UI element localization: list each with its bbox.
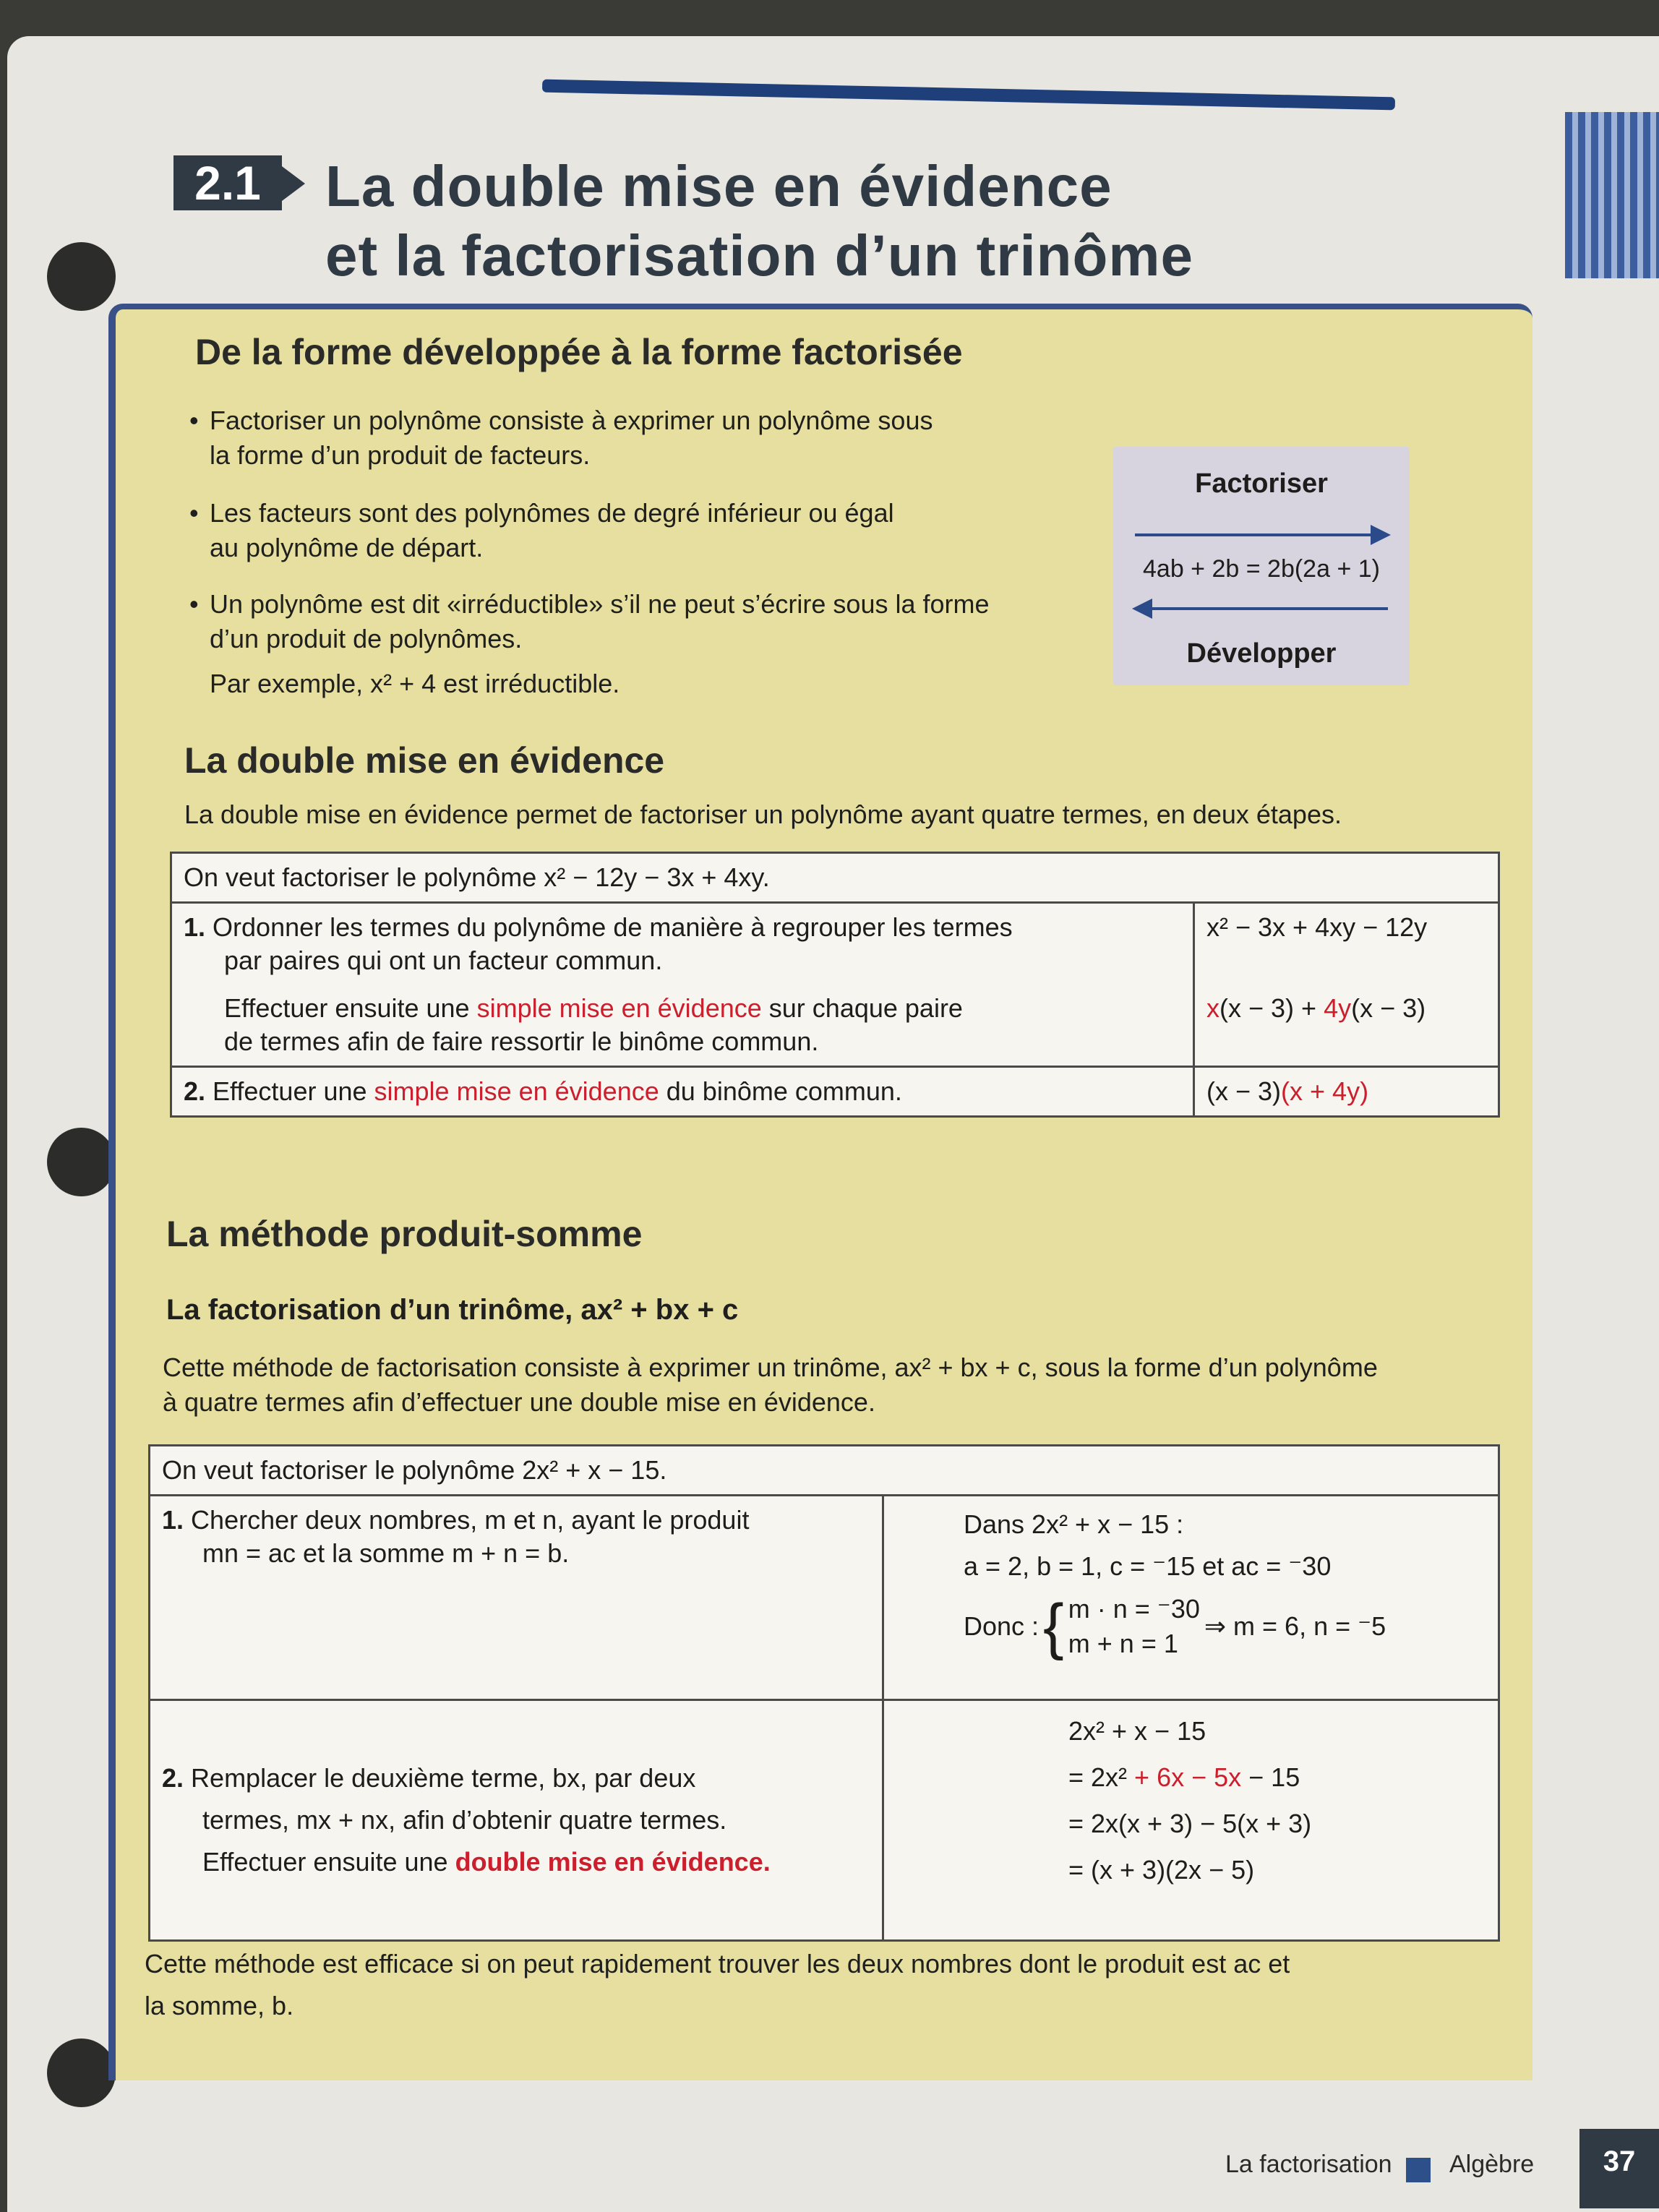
section2-intro: La double mise en évidence permet de factoriser un polynôme ayant quatre termes, en deux étapes. bbox=[184, 800, 1342, 829]
step-2-cell bbox=[171, 1067, 1194, 1117]
title-line-2: et la factorisation d’un trinôme bbox=[325, 223, 1194, 288]
binder-hole bbox=[47, 242, 116, 311]
step-number: 2. bbox=[184, 1076, 206, 1106]
brace-icon: { bbox=[1043, 1592, 1064, 1661]
step-text: Effectuer ensuite une bbox=[224, 993, 477, 1023]
section3-intro bbox=[163, 1350, 1522, 1420]
equation-line: = 2x(x + 3) − 5(x + 3) bbox=[1068, 1809, 1312, 1838]
step-text: Ordonner les termes du polynôme de manière à regrouper les termes bbox=[213, 912, 1013, 942]
chapter-number: 2.1 bbox=[173, 155, 282, 210]
step-text: du binôme commun. bbox=[659, 1076, 902, 1106]
equation-line bbox=[1068, 1754, 1486, 1801]
system-line: m + n = 1 bbox=[1068, 1629, 1178, 1658]
step-number: 1. bbox=[162, 1505, 184, 1535]
note-line: la somme, b. bbox=[145, 1991, 294, 2020]
highlight-text: + 6x − 5x bbox=[1134, 1762, 1242, 1792]
chapter-arrow-icon bbox=[282, 166, 305, 201]
step-number: 1. bbox=[184, 912, 206, 942]
bullet-line: d’un produit de polynômes. bbox=[210, 624, 523, 653]
highlight-text: simple mise en évidence bbox=[374, 1076, 659, 1106]
step-text: Remplacer le deuxième terme, bx, par deux bbox=[191, 1763, 696, 1793]
bullet-line: au polynôme de départ. bbox=[210, 533, 484, 562]
result-text: (x − 3) bbox=[1351, 993, 1426, 1023]
developper-label: Développer bbox=[1186, 638, 1337, 669]
equation-line: 2x² + x − 15 bbox=[1068, 1716, 1206, 1746]
step-text: mn = ac et la somme m + n = b. bbox=[202, 1538, 570, 1568]
step-number: 2. bbox=[162, 1763, 184, 1793]
binder-hole bbox=[47, 1128, 116, 1196]
highlight-text: (x + 4y) bbox=[1281, 1076, 1369, 1106]
step-text: Effectuer ensuite une bbox=[202, 1847, 455, 1877]
section3-subheading: La factorisation d’un trinôme, ax² + bx + c bbox=[166, 1294, 739, 1326]
step-1-cell bbox=[171, 903, 1194, 985]
equation-text: = 2x² bbox=[1068, 1762, 1135, 1792]
table-row bbox=[171, 903, 1499, 985]
section1-heading: De la forme développée à la forme factorisée bbox=[195, 332, 963, 372]
step-1-result bbox=[883, 1496, 1499, 1700]
title-line-1: La double mise en évidence bbox=[325, 154, 1113, 218]
step-text: par paires qui ont un facteur commun. bbox=[224, 946, 663, 975]
double-evidence-table bbox=[170, 852, 1500, 1118]
factor-develop-box bbox=[1113, 447, 1410, 685]
result-line: Dans 2x² + x − 15 : bbox=[964, 1509, 1184, 1539]
step-line bbox=[162, 1841, 870, 1883]
bullet-line: la forme d’un produit de facteurs. bbox=[210, 440, 591, 470]
bullet-3 bbox=[210, 587, 1113, 656]
highlight-text: double mise en évidence. bbox=[455, 1847, 771, 1877]
binder-hole bbox=[47, 2039, 116, 2107]
donc-label: Donc : bbox=[964, 1611, 1039, 1641]
highlight-text: 4y bbox=[1324, 993, 1352, 1023]
method-note bbox=[145, 1943, 1518, 2027]
table-row bbox=[171, 985, 1499, 1067]
edge-decoration bbox=[1565, 112, 1659, 278]
result-text: (x − 3) bbox=[1206, 1076, 1282, 1106]
step-text: sur chaque paire bbox=[761, 993, 963, 1023]
note-line: Cette méthode est efficace si on peut rapidement trouver les deux nombres dont le produit est ac et bbox=[145, 1949, 1290, 1979]
section3-heading: La méthode produit-somme bbox=[166, 1214, 643, 1254]
system-result: ⇒ m = 6, n = ⁻5 bbox=[1204, 1611, 1386, 1641]
example-equation: 4ab + 2b = 2b(2a + 1) bbox=[1143, 555, 1380, 583]
step-2-cell bbox=[150, 1700, 883, 1941]
bullet-line: • Les facteurs sont des polynômes de degré inférieur ou égal bbox=[210, 498, 894, 528]
bullet-line: • Un polynôme est dit «irréductible» s’il ne peut s’écrire sous la forme bbox=[210, 589, 990, 619]
equation-line: = (x + 3)(2x − 5) bbox=[1068, 1855, 1255, 1885]
step-text: Chercher deux nombres, m et n, ayant le produit bbox=[191, 1505, 750, 1535]
system-equations bbox=[1068, 1592, 1200, 1661]
table-row bbox=[150, 1700, 1499, 1941]
content-panel bbox=[108, 304, 1532, 2080]
table-row bbox=[171, 853, 1499, 903]
bullet-2 bbox=[210, 496, 1113, 565]
footer-topic: La factorisation bbox=[1225, 2151, 1392, 2178]
step-2-result bbox=[1194, 1067, 1499, 1117]
table-header: On veut factoriser le polynôme x² − 12y − 3x + 4xy. bbox=[171, 853, 1499, 903]
step-1b-result bbox=[1194, 985, 1499, 1067]
step-line bbox=[162, 1757, 870, 1799]
step-text: termes, mx + nx, afin d’obtenir quatre termes. bbox=[202, 1805, 727, 1835]
footer-square-icon bbox=[1406, 2158, 1431, 2182]
table-row bbox=[150, 1496, 1499, 1700]
step-1-result: x² − 3x + 4xy − 12y bbox=[1194, 903, 1499, 985]
highlight-text: x bbox=[1206, 993, 1219, 1023]
footer-branch: Algèbre bbox=[1449, 2151, 1535, 2178]
step-1-cell bbox=[150, 1496, 883, 1700]
example-text: Par exemple, x² + 4 est irréductible. bbox=[210, 669, 620, 698]
table-header: On veut factoriser le polynôme 2x² + x − 15. bbox=[150, 1446, 1499, 1496]
product-sum-table bbox=[148, 1444, 1500, 1942]
system bbox=[964, 1592, 1486, 1661]
step-text: Effectuer une bbox=[213, 1076, 374, 1106]
factoriser-label: Factoriser bbox=[1195, 468, 1328, 499]
step-text: de termes afin de faire ressortir le binôme commun. bbox=[224, 1026, 819, 1056]
decorative-bar bbox=[542, 80, 1395, 111]
chapter-title bbox=[325, 152, 1193, 291]
intro-line: à quatre termes afin d’effectuer une double mise en évidence. bbox=[163, 1387, 875, 1417]
equation-text: − 15 bbox=[1241, 1762, 1300, 1792]
bullet-1 bbox=[210, 403, 1113, 473]
result-line: a = 2, b = 1, c = ⁻15 et ac = ⁻30 bbox=[964, 1551, 1332, 1581]
page-number: 37 bbox=[1579, 2129, 1659, 2208]
bullet-line: • Factoriser un polynôme consiste à exprimer un polynôme sous bbox=[210, 406, 933, 435]
table-row bbox=[171, 1067, 1499, 1117]
arrow-left-icon bbox=[1135, 607, 1388, 610]
step-1b-cell bbox=[171, 985, 1194, 1067]
section2-heading: La double mise en évidence bbox=[184, 740, 665, 781]
system-line: m · n = ⁻30 bbox=[1068, 1594, 1200, 1624]
arrow-right-icon bbox=[1135, 533, 1388, 536]
step-2-result bbox=[883, 1700, 1499, 1941]
highlight-text: simple mise en évidence bbox=[476, 993, 762, 1023]
table-row bbox=[150, 1446, 1499, 1496]
intro-line: Cette méthode de factorisation consiste à exprimer un trinôme, ax² + bx + c, sous la forme d’un polynôme bbox=[163, 1353, 1378, 1382]
result-text: (x − 3) + bbox=[1219, 993, 1324, 1023]
